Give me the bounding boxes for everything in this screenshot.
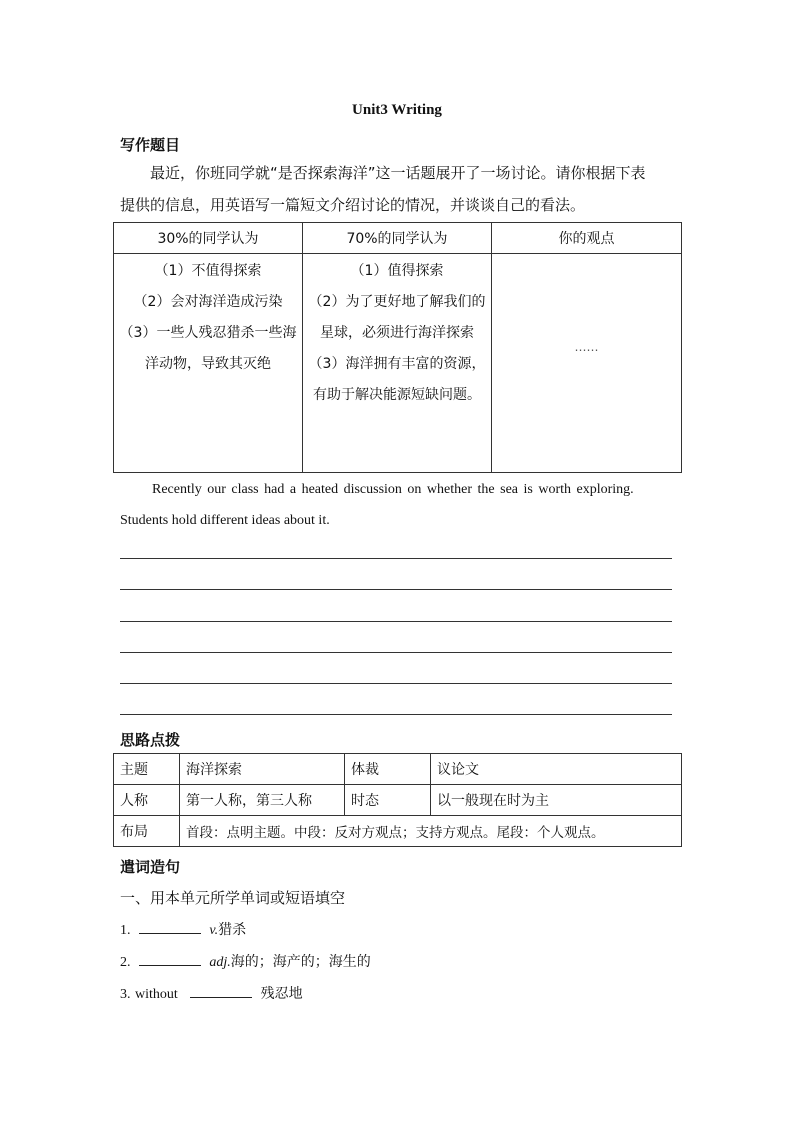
opinion-table-header-30: 30%的同学认为 <box>114 223 303 254</box>
tips-label-layout: 布局 <box>114 816 180 847</box>
exercise-item-3-meaning: 残忍地 <box>260 986 303 1002</box>
task-prompt-line1: 最近，你班同学就“是否探索海洋”这一话题展开了一场讨论。请你根据下表 <box>150 164 646 182</box>
opinion-70-item-2: （2）为了更好地了解我们的星球，必须进行海洋探索 <box>308 294 486 341</box>
essay-line-2: Students hold different ideas about it. <box>120 513 330 528</box>
section-heading-writing-task: 写作题目 <box>120 136 181 154</box>
opinion-table-header-70: 70%的同学认为 <box>303 223 492 254</box>
exercise-item-1-number: 1. <box>120 923 131 938</box>
opinion-30-item-2: （2）会对海洋造成污染 <box>133 294 283 310</box>
tips-value-tense: 以一般现在时为主 <box>431 785 682 816</box>
exercise-item-1 <box>120 919 246 939</box>
writing-line[interactable] <box>120 621 672 622</box>
section-heading-thinking-tips: 思路点拨 <box>120 731 181 749</box>
tips-row <box>114 754 682 785</box>
tips-value-person: 第一人称，第三人称 <box>180 785 345 816</box>
opinion-col-yours[interactable] <box>492 254 682 473</box>
tips-label-genre: 体裁 <box>345 754 431 785</box>
opinion-30-item-3: （3）一些人残忍猎杀一些海洋动物，导致其灭绝 <box>119 325 297 372</box>
exercise-item-1-pos: v. <box>209 923 219 938</box>
exercise-item-2-meaning: 海的；海产的；海生的 <box>230 954 371 970</box>
tips-label-topic: 主题 <box>114 754 180 785</box>
opinion-70-item-1: （1）值得探索 <box>350 263 444 279</box>
tips-table <box>113 753 682 847</box>
essay-start <box>120 474 670 536</box>
opinion-70-item-3: （3）海洋拥有丰富的资源，有助于解决能源短缺问题。 <box>308 356 486 403</box>
task-prompt-line2: 提供的信息，用英语写一篇短文介绍讨论的情况，并谈谈自己的看法。 <box>120 196 586 214</box>
exercise-item-2 <box>120 951 371 971</box>
writing-line[interactable] <box>120 714 672 715</box>
opinion-table <box>113 222 682 473</box>
section-heading-vocabulary: 遣词造句 <box>120 858 181 876</box>
tips-label-person: 人称 <box>114 785 180 816</box>
exercise-item-3 <box>120 983 303 1003</box>
tips-value-layout: 首段：点明主题。中段：反对方观点；支持方观点。尾段：个人观点。 <box>180 816 682 847</box>
opinion-col-70 <box>303 254 492 473</box>
tips-row <box>114 785 682 816</box>
writing-line[interactable] <box>120 558 672 559</box>
exercise-item-3-number: 3. <box>120 987 131 1002</box>
opinion-col-30 <box>114 254 303 473</box>
writing-line[interactable] <box>120 652 672 653</box>
opinion-30-item-1: （1）不值得探索 <box>154 263 262 279</box>
task-prompt <box>120 157 680 221</box>
fill-in-blank-2[interactable] <box>139 951 201 966</box>
tips-label-tense: 时态 <box>345 785 431 816</box>
opinion-table-header-yours: 你的观点 <box>492 223 682 254</box>
fill-in-blank-3[interactable] <box>190 983 252 998</box>
tips-row <box>114 816 682 847</box>
tips-value-genre: 议论文 <box>431 754 682 785</box>
page-title: Unit3 Writing <box>352 102 442 118</box>
exercise-item-1-meaning: 猎杀 <box>218 922 247 938</box>
exercise-item-3-prefix: without <box>134 987 178 1002</box>
exercise-instruction: 一、用本单元所学单词或短语填空 <box>120 889 346 907</box>
tips-value-topic: 海洋探索 <box>180 754 345 785</box>
writing-line[interactable] <box>120 683 672 684</box>
opinion-yours-placeholder: …… <box>574 340 599 354</box>
writing-line[interactable] <box>120 589 672 590</box>
exercise-item-2-pos: adj. <box>209 955 231 970</box>
fill-in-blank-1[interactable] <box>139 919 201 934</box>
essay-line-1: Recently our class had a heated discussion on whether the sea is worth exploring. <box>152 482 634 497</box>
exercise-item-2-number: 2. <box>120 955 131 970</box>
